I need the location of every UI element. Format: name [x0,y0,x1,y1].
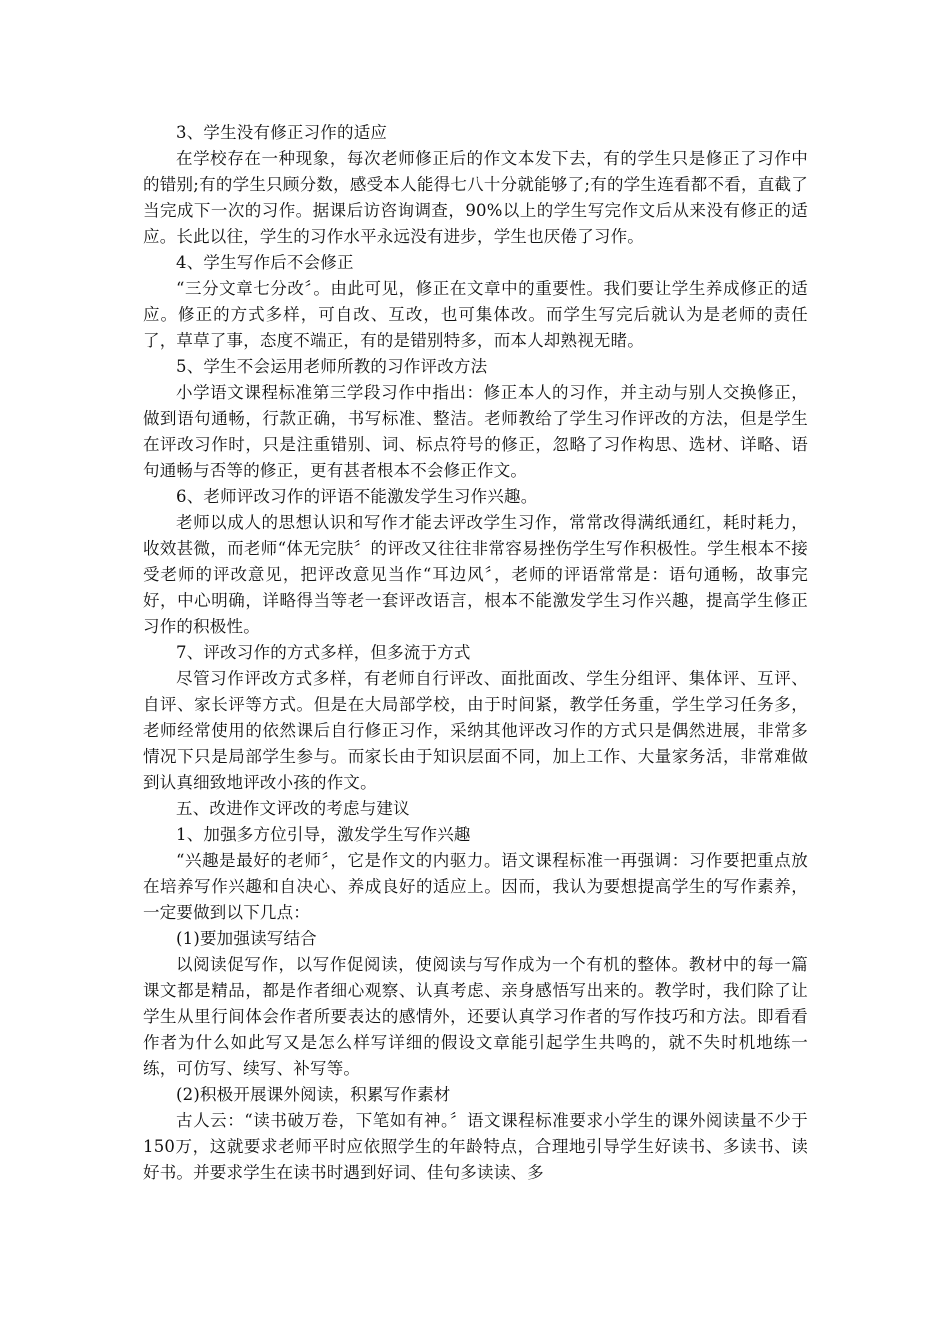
body-paragraph: 老师以成人的思想认识和写作才能去评改学生习作，常常改得满纸通红，耗时耗力，收效甚微，而老师“体无完肤〞的评改又往往非常容易挫伤学生写作积极性。学生根本不接受老师的评改意见，把评改意见当作“耳边风〞，老师的评语常常是：语句通畅，故事完好，中心明确，详略得当等老一套评改语言，根本不能激发学生习作兴趣，提高学生修正习作的积极性。 [143,513,808,636]
chapter-heading: 五、改进作文评改的考虑与建议 [176,799,410,818]
subsection-heading: (1)要加强读写结合 [176,929,317,948]
subsection-heading: (2)积极开展课外阅读，积累写作素材 [176,1085,451,1104]
body-paragraph: “兴趣是最好的老师〞，它是作文的内驱力。语文课程标准一再强调：习作要把重点放在培养写作兴趣和自决心、养成良好的适应上。因而，我认为要想提高学生的写作素养，一定要做到以下几点： [143,851,808,922]
section-heading: 4、学生写作后不会修正 [176,253,354,272]
section-heading: 1、加强多方位引导，激发学生写作兴趣 [176,825,471,844]
body-paragraph: 尽管习作评改方式多样，有老师自行评改、面批面改、学生分组评、集体评、互评、自评、家长评等方式。但是在大局部学校，由于时间紧，教学任务重，学生学习任务多，老师经常使用的依然课后自行修正习作，采纳其他评改习作的方式只是偶然进展，非常多情况下只是局部学生参与。而家长由于知识层面不同，加上工作、大量家务活，非常难做到认真细致地评改小孩的作文。 [143,669,808,792]
body-paragraph: 小学语文课程标准第三学段习作中指出：修正本人的习作，并主动与别人交换修正，做到语句通畅，行款正确，书写标准、整洁。老师教给了学生习作评改的方法，但是学生在评改习作时，只是注重错别、词、标点符号的修正，忽略了习作构思、选材、详略、语句通畅与否等的修正，更有甚者根本不会修正作文。 [143,383,808,480]
section-heading: 7、评改习作的方式多样，但多流于方式 [176,643,471,662]
section-heading: 5、学生不会运用老师所教的习作评改方法 [176,357,488,376]
body-paragraph: “三分文章七分改〞。由此可见，修正在文章中的重要性。我们要让学生养成修正的适应。修正的方式多样，可自改、互改，也可集体改。而学生写完后就认为是老师的责任了，草草了事，态度不端正，有的是错别特多，而本人却熟视无睹。 [143,279,808,350]
section-heading: 3、学生没有修正习作的适应 [176,123,388,142]
body-paragraph: 以阅读促写作，以写作促阅读，使阅读与写作成为一个有机的整体。教材中的每一篇课文都是精品，都是作者细心观察、认真考虑、亲身感悟写出来的。教学时，我们除了让学生从里行间体会作者所要表达的感情外，还要认真学习作者的写作技巧和方法。即看看作者为什么如此写又是怎么样写详细的假设文章能引起学生共鸣的，就不失时机地练一练，可仿写、续写、补写等。 [143,955,808,1078]
body-paragraph: 古人云：“读书破万卷，下笔如有神。〞语文课程标准要求小学生的课外阅读量不少于150万，这就要求老师平时应依照学生的年龄特点，合理地引导学生好读书、多读书、读好书。并要求学生在读书时遇到好词、佳句多读读、多 [143,1111,808,1182]
section-heading: 6、老师评改习作的评语不能激发学生习作兴趣。 [176,487,538,506]
document-body [143,120,808,1186]
body-paragraph: 在学校存在一种现象，每次老师修正后的作文本发下去，有的学生只是修正了习作中的错别;有的学生只顾分数，感受本人能得七八十分就能够了;有的学生连看都不看，直截了当完成下一次的习作。据课后访咨询调查，90%以上的学生写完作文后从来没有修正的适应。长此以往，学生的习作水平永远没有进步，学生也厌倦了习作。 [143,149,808,246]
